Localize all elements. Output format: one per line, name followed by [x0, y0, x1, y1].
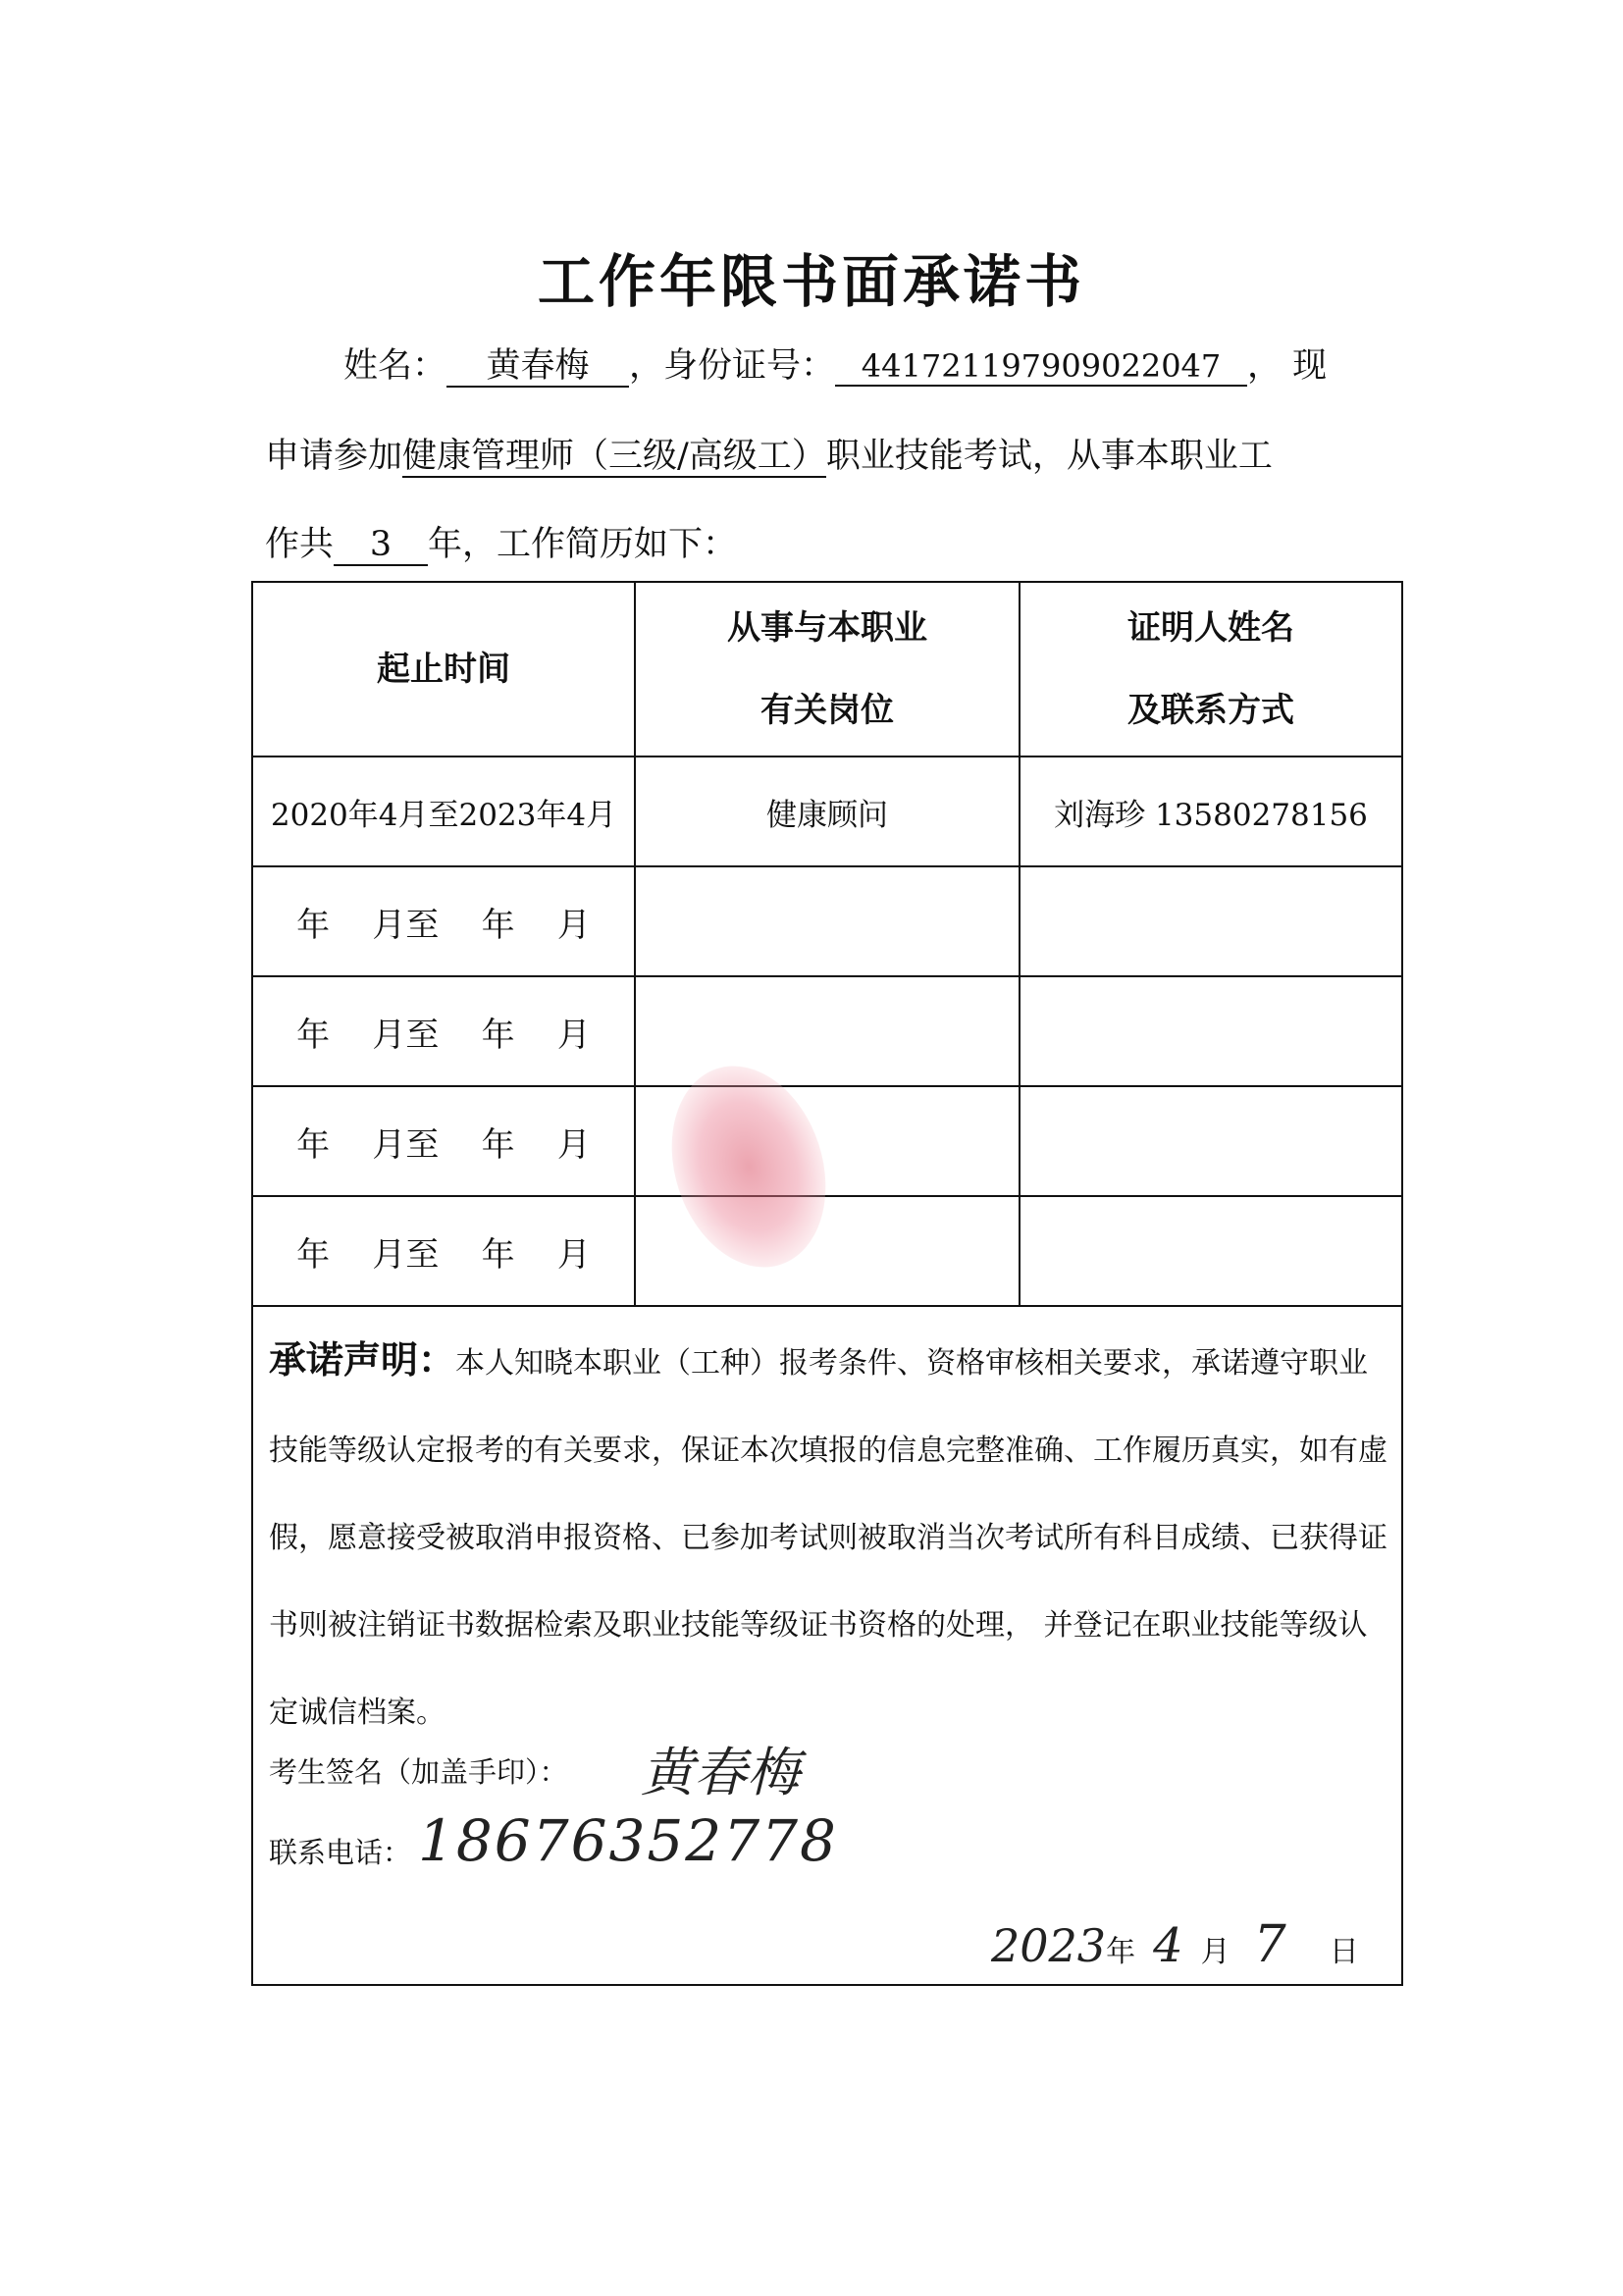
table-cell-period: 年 月至 年 月	[296, 1015, 591, 1055]
signature-label: 考生签名（加盖手印）：	[269, 1755, 568, 1789]
table-cell-period: 年 月至 年 月	[296, 905, 591, 945]
years-prefix: 作共	[265, 525, 335, 564]
table-cell-witness	[1021, 977, 1401, 1085]
header-position	[636, 583, 1019, 756]
intro-line-2	[265, 429, 1273, 478]
handwritten-signature: 黄春梅	[641, 1742, 800, 1803]
name-label: 姓名：	[343, 346, 447, 386]
intro-line-1	[343, 339, 1327, 388]
table-cell-position	[636, 867, 1019, 975]
document-title: 工作年限书面承诺书	[537, 248, 1085, 315]
occupation-value: 健康管理师（三级/高级工）	[402, 437, 826, 476]
header-witness-line2: 及联系方式	[1127, 691, 1294, 730]
table-cell-witness	[1021, 867, 1401, 975]
date-month-unit: 月	[1200, 1935, 1230, 1969]
work-history-form	[251, 581, 1403, 1986]
table-cell-period: 年 月至 年 月	[296, 1124, 591, 1165]
sign-date	[991, 1915, 1359, 1974]
table-cell-position	[636, 977, 1019, 1085]
pledge-text: 本人知晓本职业（工种）报考条件、资格审核相关要求，承诺遵守职业技能等级认定报考的有关要求，保证本次填报的信息完整准确、工作履历真实，如有虚假，愿意接受被取消申报资格、已参加考试则被取消当次考试所有科目成绩、已获得证书则被注销证书数据检索及职业技能等级证书资格的处理， 并登记在职业技能等级认定诚信档案。	[269, 1346, 1387, 1730]
table-cell-witness: 刘海珍 13580278156	[1054, 797, 1368, 833]
table-cell-position: 健康顾问	[766, 797, 888, 833]
row-divider	[253, 1305, 1401, 1307]
apply-suffix: 职业技能考试，从事本职业工	[825, 437, 1273, 476]
date-month: 4	[1153, 1918, 1183, 1973]
table-cell-witness	[1021, 1197, 1401, 1305]
handwritten-phone: 18676352778	[418, 1807, 838, 1874]
name-value: 黄春梅	[446, 346, 629, 388]
table-cell-period: 2020年4月至2023年4月	[270, 797, 617, 833]
date-day-unit: 日	[1329, 1935, 1359, 1969]
id-suffix: ， 现	[1247, 346, 1328, 386]
pledge-label: 承诺声明：	[269, 1338, 456, 1382]
header-period	[253, 583, 634, 756]
phone-label: 联系电话：	[269, 1836, 412, 1869]
date-year: 2023	[991, 1919, 1107, 1972]
header-position-line2: 有关岗位	[760, 691, 894, 730]
years-value: 3	[334, 525, 428, 566]
id-label: ，身份证号：	[629, 346, 836, 386]
header-period-text: 起止时间	[377, 650, 510, 689]
date-day: 7	[1253, 1915, 1286, 1974]
header-witness-line1: 证明人姓名	[1127, 608, 1294, 648]
table-cell-witness	[1021, 1087, 1401, 1195]
id-value: 441721197909022047	[835, 348, 1247, 387]
header-witness	[1021, 583, 1401, 756]
intro-line-3	[265, 517, 737, 566]
years-suffix: 年，工作简历如下：	[428, 525, 738, 564]
apply-prefix: 申请参加	[265, 437, 403, 476]
table-cell-period: 年 月至 年 月	[296, 1234, 591, 1275]
pledge-statement	[269, 1317, 1387, 1756]
date-year-unit: 年	[1106, 1935, 1136, 1969]
header-position-line1: 从事与本职业	[727, 608, 927, 648]
